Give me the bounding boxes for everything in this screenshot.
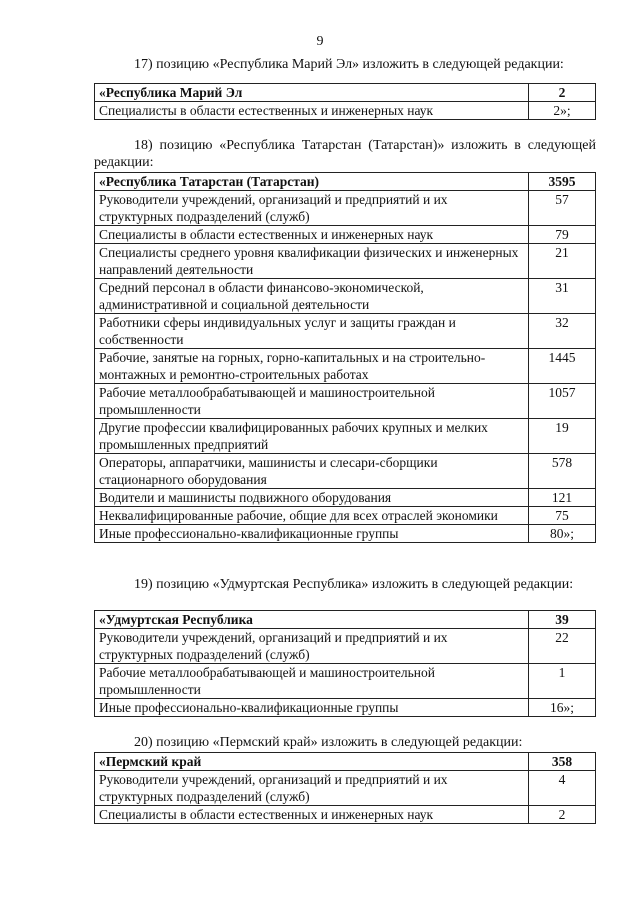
table-row (95, 629, 596, 664)
category-value: 21 (529, 244, 596, 279)
category-value: 1 (529, 664, 596, 699)
table-header-row (95, 753, 596, 771)
region-name: «Республика Татарстан (Татарстан) (95, 173, 529, 191)
section-20-intro: 20) позицию «Пермский край» изложить в следующей редакции: (134, 735, 523, 750)
category-name: Другие профессии квалифицированных рабочих крупных и мелких промышленных предприятий (95, 419, 529, 454)
category-name: Водители и машинисты подвижного оборудования (95, 489, 529, 507)
section-18-intro: 18) позицию «Республика Татарстан (Татарстан)» изложить в следующей редакции: (94, 138, 596, 170)
table-row (95, 419, 596, 454)
region-name: «Республика Марий Эл (95, 84, 529, 102)
category-value: 79 (529, 226, 596, 244)
category-name: Иные профессионально-квалификационные группы (95, 525, 529, 543)
table-row (95, 314, 596, 349)
table-tatarstan (94, 172, 596, 543)
category-name: Работники сферы индивидуальных услуг и защиты граждан и собственности (95, 314, 529, 349)
category-name: Специалисты в области естественных и инженерных наук (95, 806, 529, 824)
category-name: Иные профессионально-квалификационные группы (95, 699, 529, 717)
region-total: 39 (529, 611, 596, 629)
table-row (95, 349, 596, 384)
category-name: Средний персонал в области финансово-экономической, административной и социальной деятельности (95, 279, 529, 314)
table-perm-krai (94, 752, 596, 824)
table-row (95, 489, 596, 507)
category-value: 4 (529, 771, 596, 806)
region-total: 358 (529, 753, 596, 771)
category-name: Специалисты в области естественных и инженерных наук (95, 226, 529, 244)
category-name: Специалисты среднего уровня квалификации физических и инженерных направлений деятельности (95, 244, 529, 279)
category-value: 2»; (529, 102, 596, 120)
region-name: «Удмуртская Республика (95, 611, 529, 629)
region-total: 2 (529, 84, 596, 102)
category-name: Руководители учреждений, организаций и предприятий и их структурных подразделений (служб) (95, 771, 529, 806)
table-row (95, 226, 596, 244)
section-19-intro: 19) позицию «Удмуртская Республика» изложить в следующей редакции: (134, 577, 574, 592)
table-row (95, 191, 596, 226)
table-row (95, 279, 596, 314)
category-name: Неквалифицированные рабочие, общие для всех отраслей экономики (95, 507, 529, 525)
section-17-intro: 17) позицию «Республика Марий Эл» изложить в следующей редакции: (134, 57, 564, 72)
category-name: Рабочие металлообрабатывающей и машиностроительной промышленности (95, 384, 529, 419)
category-value: 121 (529, 489, 596, 507)
table-row (95, 664, 596, 699)
region-name: «Пермский край (95, 753, 529, 771)
table-row (95, 771, 596, 806)
region-total: 3595 (529, 173, 596, 191)
table-row (95, 384, 596, 419)
category-value: 57 (529, 191, 596, 226)
category-name: Руководители учреждений, организаций и предприятий и их структурных подразделений (служб) (95, 191, 529, 226)
table-row (95, 102, 596, 120)
category-name: Рабочие, занятые на горных, горно-капитальных и на строительно-монтажных и ремонтно-строительных работах (95, 349, 529, 384)
category-name: Специалисты в области естественных и инженерных наук (95, 102, 529, 120)
table-row (95, 244, 596, 279)
table-mari-el (94, 83, 596, 120)
table-header-row (95, 84, 596, 102)
table-header-row (95, 611, 596, 629)
table-udmurtia (94, 610, 596, 717)
category-value: 31 (529, 279, 596, 314)
category-name: Операторы, аппаратчики, машинисты и слесари-сборщики стационарного оборудования (95, 454, 529, 489)
category-value: 22 (529, 629, 596, 664)
category-value: 80»; (529, 525, 596, 543)
category-name: Руководители учреждений, организаций и предприятий и их структурных подразделений (служб) (95, 629, 529, 664)
category-value: 19 (529, 419, 596, 454)
category-value: 1445 (529, 349, 596, 384)
category-name: Рабочие металлообрабатывающей и машиностроительной промышленности (95, 664, 529, 699)
table-row (95, 507, 596, 525)
category-value: 2 (529, 806, 596, 824)
page-number: 9 (316, 34, 324, 49)
table-row (95, 454, 596, 489)
table-row (95, 699, 596, 717)
category-value: 32 (529, 314, 596, 349)
category-value: 75 (529, 507, 596, 525)
category-value: 578 (529, 454, 596, 489)
category-value: 1057 (529, 384, 596, 419)
table-row (95, 806, 596, 824)
category-value: 16»; (529, 699, 596, 717)
table-header-row (95, 173, 596, 191)
table-row (95, 525, 596, 543)
